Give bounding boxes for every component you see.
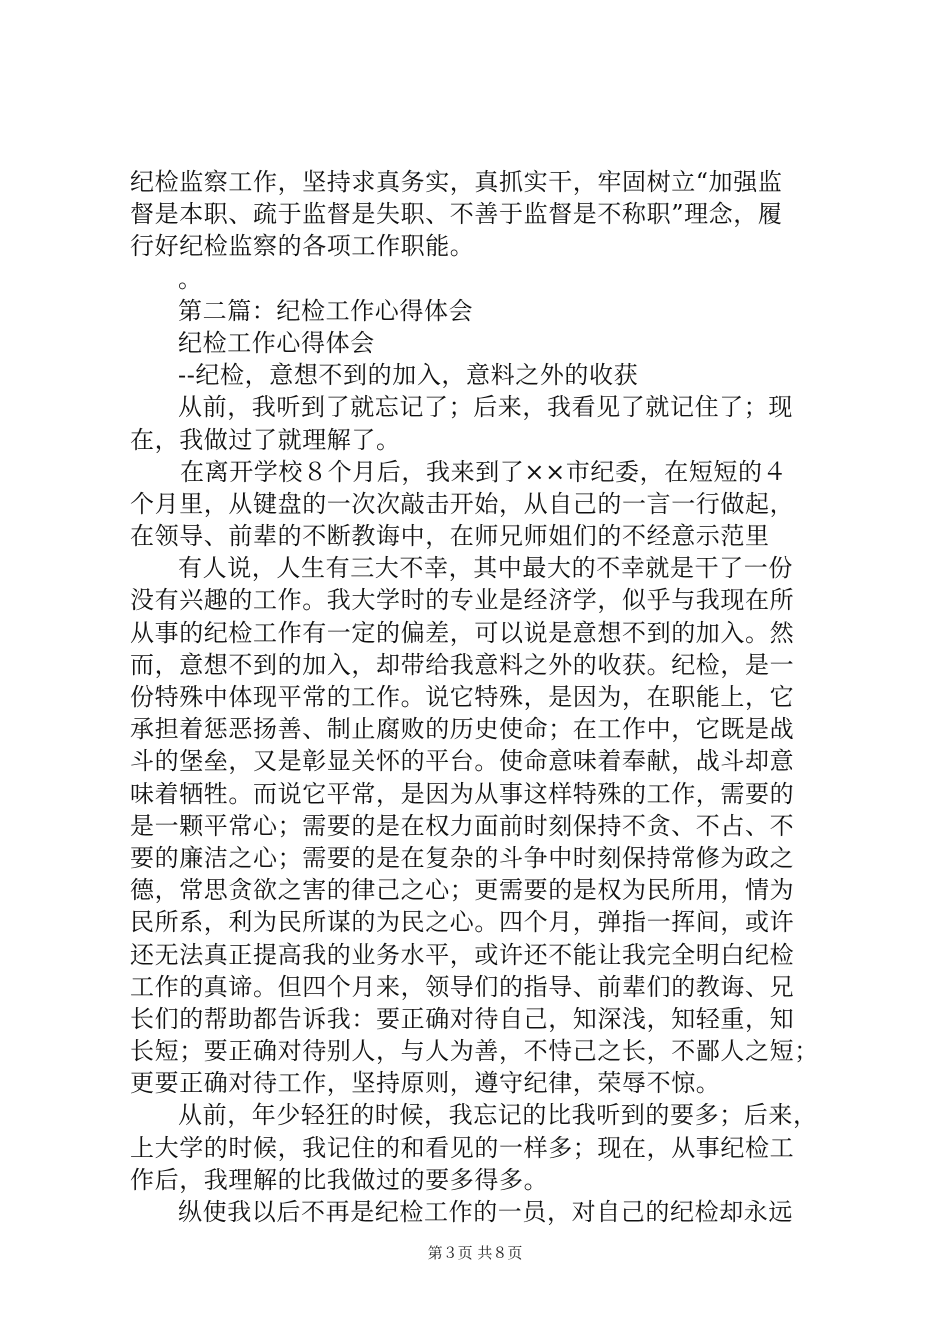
text-line: 。 <box>178 264 203 293</box>
text-line: 个月里，从键盘的一次次敲击开始，从自己的一言一行做起， <box>130 489 795 518</box>
text-line: 德，常思贪欲之害的律己之心；更需要的是权为民所用，情为 <box>130 876 795 905</box>
paragraph-start: 从前，我听到了就忘记了；后来，我看见了就记住了；现 <box>178 393 793 422</box>
section-heading: 第二篇：纪检工作心得体会 <box>178 296 474 325</box>
article-subtitle: --纪检，意想不到的加入，意料之外的收获 <box>178 361 639 390</box>
text-line: 是一颗平常心；需要的是在权力面前时刻保持不贪、不占、不 <box>130 811 795 840</box>
paragraph-start: 有人说，人生有三大不幸，其中最大的不幸就是干了一份 <box>178 554 793 583</box>
text-line: 民所系，利为民所谋的为民之心。四个月，弹指一挥间，或许 <box>130 908 795 937</box>
text-line: 没有兴趣的工作。我大学时的专业是经济学，似乎与我现在所 <box>130 586 795 615</box>
text-line: 纪检监察工作，坚持求真务实，真抓实干，牢固树立“加强监 <box>130 168 783 196</box>
article-title: 纪检工作心得体会 <box>178 328 375 357</box>
text-line: 斗的堡垒，又是彰显关怀的平台。使命意味着奉献，战斗却意 <box>130 747 795 776</box>
text-line: 在领导、前辈的不断教诲中，在师兄师姐们的不经意示范里 <box>130 522 770 551</box>
text-line: 作后，我理解的比我做过的要多得多。 <box>130 1165 549 1194</box>
text-line: 而，意想不到的加入，却带给我意料之外的收获。纪检，是一 <box>130 650 795 679</box>
text-line: 要的廉洁之心；需要的是在复杂的斗争中时刻保持常修为政之 <box>130 843 795 872</box>
paragraph-start: 在离开学校８个月后，我来到了××市纪委，在短短的４ <box>180 457 788 486</box>
document-body <box>130 166 830 1228</box>
text-line: 份特殊中体现平常的工作。说它特殊，是因为，在职能上，它 <box>130 683 795 711</box>
text-line: 还无法真正提高我的业务水平，或许还不能让我完全明白纪检 <box>130 940 795 969</box>
text-line: 行好纪检监察的各项工作职能。 <box>130 232 475 261</box>
paragraph-start: 从前，年少轻狂的时候，我忘记的比我听到的要多；后来， <box>178 1101 818 1130</box>
paragraph-start: 纵使我以后不再是纪检工作的一员，对自己的纪检却永远 <box>178 1198 793 1226</box>
text-line: 从事的纪检工作有一定的偏差，可以说是意想不到的加入。然 <box>130 618 795 647</box>
text-line: 更要正确对待工作，坚持原则，遵守纪律，荣辱不惊。 <box>130 1069 721 1098</box>
text-line: 承担着惩恶扬善、制止腐败的历史使命；在工作中，它既是战 <box>130 715 795 744</box>
text-line: 味着牺牲。而说它平常，是因为从事这样特殊的工作，需要的 <box>130 779 795 808</box>
text-line: 上大学的时候，我记住的和看见的一样多；现在，从事纪检工 <box>130 1133 795 1162</box>
page-number-footer: 第３页 共８页 <box>427 1244 523 1262</box>
text-line: 长们的帮助都告诉我：要正确对待自己，知深浅，知轻重，知 <box>130 1004 795 1033</box>
text-line: 督是本职、疏于监督是失职、不善于监督是不称职”理念，履 <box>130 200 783 229</box>
text-line: 长短；要正确对待别人，与人为善，不恃己之长，不鄙人之短； <box>130 1037 819 1066</box>
text-line: 工作的真谛。但四个月来，领导们的指导、前辈们的教诲、兄 <box>130 972 795 1001</box>
text-line: 在，我做过了就理解了。 <box>130 425 401 454</box>
